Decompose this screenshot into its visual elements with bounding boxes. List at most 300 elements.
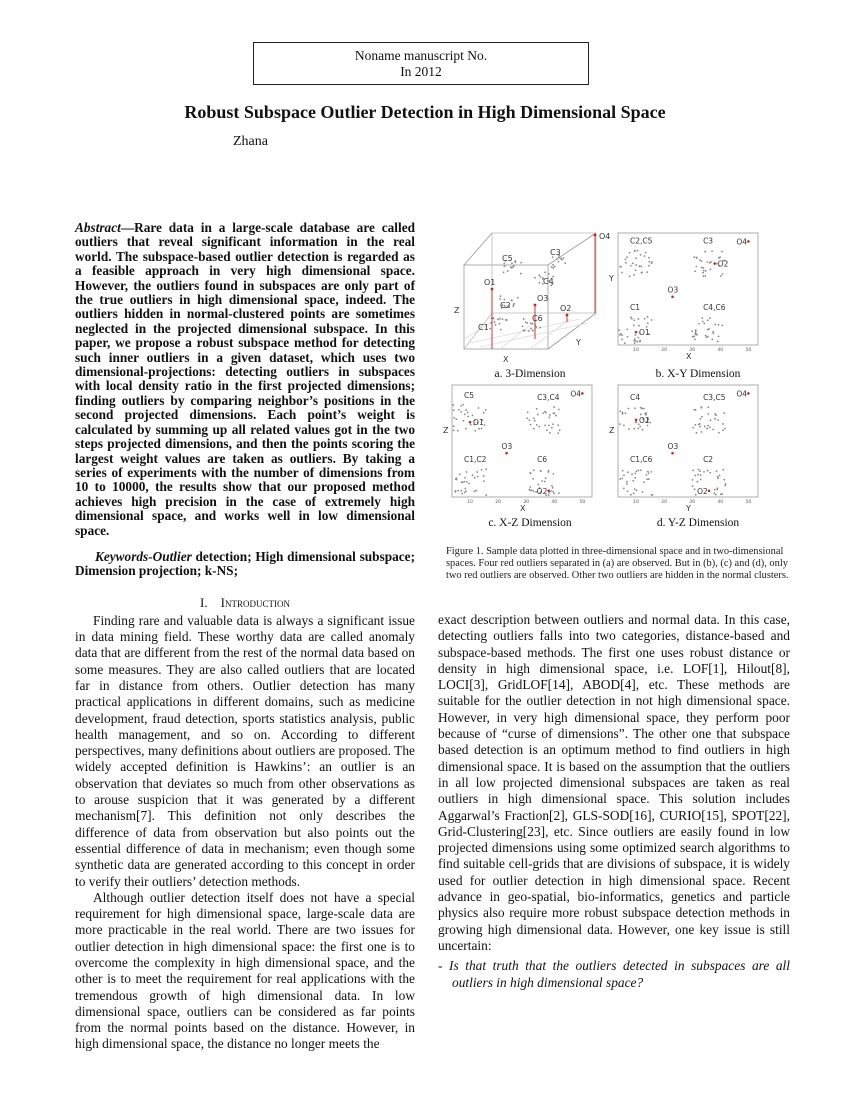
data-point [633, 428, 635, 430]
data-point [702, 275, 704, 277]
abstract [75, 221, 415, 538]
data-point [640, 469, 642, 471]
data-point [499, 323, 501, 325]
data-point [533, 490, 535, 492]
data-point [697, 474, 699, 476]
data-point [717, 341, 719, 343]
data-point [453, 430, 455, 432]
data-point [625, 262, 627, 264]
data-point [466, 481, 468, 483]
data-point [619, 423, 621, 425]
data-point [621, 272, 623, 274]
research-question: - Is that truth that the outliers detected in subspaces are all outliers in high dimensional space? [438, 958, 790, 990]
data-point [537, 484, 539, 486]
data-point [701, 267, 703, 269]
data-point [644, 318, 646, 320]
x-tick-label: 50 [745, 500, 752, 505]
data-point [530, 424, 532, 426]
data-point [495, 324, 497, 326]
data-point [531, 489, 533, 491]
outlier-point [747, 240, 750, 243]
y-axis-label: Z [443, 426, 449, 435]
data-point [714, 418, 716, 420]
cluster-label: C4 [630, 393, 641, 403]
x-axis-label: X [686, 352, 692, 361]
cluster-label: C5 [464, 390, 475, 400]
data-point [453, 409, 455, 411]
data-point [707, 319, 709, 321]
data-point [532, 323, 534, 325]
outlier-point [581, 392, 584, 395]
data-point [619, 266, 621, 268]
data-point [699, 418, 701, 420]
data-point [502, 318, 504, 320]
data-point [705, 270, 707, 272]
x-tick-label: 50 [745, 348, 752, 353]
data-point [455, 418, 457, 420]
data-point [705, 336, 707, 338]
data-point [453, 425, 455, 427]
y-axis-label: Z [609, 426, 615, 435]
data-point [544, 411, 546, 413]
manuscript-number: Noname manuscript No. [354, 48, 488, 63]
data-point [500, 295, 502, 297]
right-column [438, 612, 790, 991]
data-point [468, 483, 470, 485]
data-point [701, 406, 703, 408]
data-point [520, 273, 522, 275]
data-point [547, 471, 549, 473]
data-point [529, 486, 531, 488]
panel-3d-points [489, 234, 596, 349]
data-point [634, 488, 636, 490]
outlier-point [635, 419, 638, 422]
outlier-point [469, 421, 472, 424]
data-point [505, 319, 507, 321]
section-title: Introduction [220, 594, 290, 610]
left-column [75, 613, 415, 1053]
outlier-point [671, 452, 674, 455]
x-tick-label: 50 [579, 500, 586, 505]
data-point [481, 428, 483, 430]
outlier-point [713, 262, 716, 265]
data-point [472, 474, 474, 476]
data-point [530, 473, 532, 475]
data-point [642, 429, 644, 431]
data-point [722, 469, 724, 471]
data-point [526, 417, 528, 419]
data-point [704, 251, 706, 253]
data-point [635, 340, 637, 342]
data-point [691, 330, 693, 332]
data-point [544, 425, 546, 427]
data-point [464, 477, 466, 479]
data-point [628, 408, 630, 410]
data-point [691, 479, 693, 481]
data-point [711, 339, 713, 341]
data-point [638, 469, 640, 471]
data-point [693, 256, 695, 258]
data-point [698, 323, 700, 325]
data-point [464, 488, 466, 490]
keywords [75, 550, 415, 579]
data-point [623, 487, 625, 489]
data-point [716, 470, 718, 472]
data-point [631, 318, 633, 320]
data-point [548, 273, 550, 275]
data-point [540, 276, 542, 278]
data-point [489, 328, 491, 330]
data-point [704, 275, 706, 277]
data-point [618, 329, 620, 331]
data-point [707, 406, 709, 408]
x-tick-label: 30 [523, 500, 530, 505]
data-point [511, 300, 513, 302]
data-point [453, 417, 455, 419]
data-point [707, 470, 709, 472]
data-point [552, 487, 554, 489]
data-point [619, 334, 621, 336]
data-point [703, 270, 705, 272]
data-point [723, 479, 725, 481]
data-point [455, 491, 457, 493]
data-point [533, 469, 535, 471]
data-point [546, 429, 548, 431]
data-point [548, 494, 550, 496]
data-point [552, 423, 554, 425]
data-point [558, 492, 560, 494]
data-point [633, 274, 635, 276]
outlier-label: O4 [736, 389, 748, 399]
data-point [703, 267, 705, 269]
x-tick-label: 20 [495, 500, 501, 505]
data-point [707, 329, 709, 331]
data-point [499, 298, 501, 300]
figure-caption: Figure 1. Sample data plotted in three-dimensional space and in two-dimensional spaces. Four red outliers separated in (a) are observed. But in (b), (c) and (d), only two red outliers are observed. Other two outliers are hidden in the normal clusters. [446, 546, 789, 582]
data-point [483, 412, 485, 414]
data-point [553, 267, 555, 269]
label-o2: O2 [560, 304, 572, 313]
data-point [635, 269, 637, 271]
data-point [504, 265, 506, 267]
data-point [466, 471, 468, 473]
cluster-label: C4,C6 [703, 303, 726, 313]
label-c2: C2 [500, 301, 511, 310]
data-point [634, 342, 636, 344]
data-point [517, 297, 519, 299]
data-point [530, 327, 532, 329]
cluster-label: C1 [630, 303, 641, 313]
data-point [551, 485, 553, 487]
data-point [499, 318, 501, 320]
abstract-text: —Rare data in a large-scale database are called outliers that reveal significant information in the real world. The subspace-based outlier detection is regarded as a feasible approach in very high dimensional space. However, the outliers found in subspaces are only part of the true outliers in high dimensional space, indeed. The outliers hidden in normal-clustered points are sometimes neglected in the projected dimensional subspace. In this paper, we propose a robust subspace method for detecting such inner outliers in a given dataset, which uses two dimensional-projections: detecting outliers in subspaces with local density ratio in the first projected dimensions; finding outliers by comparing neighbor’s positions in the second projected dimensions. Each point’s weight is calculated by summing up all related values got in the two steps projected dimensions, and then the points scoring the largest weight values are taken as outliers. By taking a series of experiments with the number of dimensions from 10 to 10000, the results show that our proposed method achieves high precision in the case of extremely high dimensional space, and works well in low dimensional space. [75, 220, 415, 538]
data-point [700, 474, 702, 476]
data-point [646, 271, 648, 273]
data-point [503, 271, 505, 273]
data-point [698, 469, 700, 471]
data-point [467, 412, 469, 414]
x-tick-label: 10 [633, 500, 639, 505]
data-point [717, 419, 719, 421]
data-point [695, 409, 697, 411]
data-point [711, 250, 713, 252]
data-point [694, 475, 696, 477]
data-point [718, 432, 720, 434]
x-tick-label: 20 [661, 500, 667, 505]
data-point [557, 261, 559, 263]
data-point [700, 479, 702, 481]
data-point [699, 470, 701, 472]
data-point [462, 404, 464, 406]
data-point [702, 321, 704, 323]
data-point [621, 478, 623, 480]
outlier-label: O3 [667, 442, 679, 452]
outlier-label: O1 [639, 328, 650, 338]
label-c1: C1 [478, 323, 489, 332]
data-point [510, 266, 512, 268]
paragraph: exact description between outliers and normal data. In this case, detecting outliers falls into two categories, distance-based and subspace-based methods. The first one uses robust distance or density in high dimensional space, i.e. LOF[1], Hilout[8], LOCI[3], GridLOF[14], ABOD[4], etc. These methods are suitable for the outlier detection in not high dimensional space. However, in very high dimensional space, they perform poor because of “curse of dimensions”. The other one that subspace based detection is an optimum method to find outliers in high dimensional space. It is based on the assumption that the outliers in all low projected dimensional subspaces are taken as real outliers in high dimensional space. This solution includes Aggarwal’s Fraction[2], GLS-SOD[16], CURIO[15], SPOT[22], Grid-Clustering[23], etc. Since outliers are easily found in low projected dimensions using some optimized search algorithms to find suitable cell-grids that are divisions of subspace, it is widely used for outlier detection in high dimensional space. Recent advance in geo-spatial, bio-informatics, genetics and particle physics also require more robust subspace detection methods in growing high dimensional data. However, one key issue is still uncertain: [438, 612, 790, 953]
data-point [458, 409, 460, 411]
data-point [554, 265, 556, 267]
data-point [622, 470, 624, 472]
data-point [552, 264, 554, 266]
data-point [650, 471, 652, 473]
data-point [555, 415, 557, 417]
data-point [631, 473, 633, 475]
data-point [452, 404, 454, 406]
data-point [525, 321, 527, 323]
data-point [638, 325, 640, 327]
data-point [709, 262, 711, 264]
data-point [520, 262, 522, 264]
data-point [623, 424, 625, 426]
data-point [707, 336, 709, 338]
data-point [551, 427, 553, 429]
label-o3: O3 [537, 294, 549, 303]
x-axis-label: X [503, 355, 509, 364]
data-point [636, 470, 638, 472]
data-point [523, 318, 525, 320]
data-point [538, 274, 540, 276]
data-point [632, 262, 634, 264]
data-point [462, 420, 464, 422]
outlier-label: O4 [736, 237, 748, 247]
data-point [625, 412, 627, 414]
data-point [472, 414, 474, 416]
data-point [635, 421, 637, 423]
data-point [626, 483, 628, 485]
data-point [626, 256, 628, 258]
data-point [536, 424, 538, 426]
label-c3: C3 [550, 248, 561, 257]
data-point [542, 412, 544, 414]
data-point [695, 330, 697, 332]
x-axis-label: X [520, 504, 526, 513]
outlier-label: O3 [501, 442, 513, 452]
data-point [534, 277, 536, 279]
x-tick-label: 20 [661, 348, 667, 353]
data-point [476, 471, 478, 473]
data-point [623, 474, 625, 476]
data-point [544, 271, 546, 273]
data-point [548, 417, 550, 419]
data-point [552, 491, 554, 493]
data-point [646, 478, 648, 480]
data-point [464, 492, 466, 494]
label-c6: C6 [532, 314, 543, 323]
outlier-label: O3 [667, 285, 679, 295]
outlier-label: O1 [473, 418, 484, 428]
data-point [724, 428, 726, 430]
data-point [718, 336, 720, 338]
data-point [694, 270, 696, 272]
data-point [721, 324, 723, 326]
data-point [633, 325, 635, 327]
data-point [537, 414, 539, 416]
data-point [645, 252, 647, 254]
data-point [457, 490, 459, 492]
data-point [559, 429, 561, 431]
data-point [512, 305, 514, 307]
data-point [470, 424, 472, 426]
data-point [702, 272, 704, 274]
data-point [494, 321, 496, 323]
label-o4: O4 [599, 232, 611, 241]
data-point [474, 490, 476, 492]
data-point [464, 413, 466, 415]
x-tick-label: 10 [633, 348, 639, 353]
data-point [633, 319, 635, 321]
data-point [710, 419, 712, 421]
x-tick-label: 40 [551, 500, 558, 505]
data-point [621, 334, 623, 336]
data-point [460, 411, 462, 413]
data-point [627, 336, 629, 338]
data-point [544, 481, 546, 483]
data-point [539, 282, 541, 284]
data-point [635, 257, 637, 259]
label-c5: C5 [502, 254, 513, 263]
x-tick-label: 40 [717, 348, 724, 353]
data-point [696, 432, 698, 434]
data-point [484, 424, 486, 426]
data-point [699, 259, 701, 261]
data-point [709, 317, 711, 319]
manuscript-year: In 2012 [400, 64, 442, 79]
data-point [532, 330, 534, 332]
data-point [701, 416, 703, 418]
data-point [637, 427, 639, 429]
data-point [500, 329, 502, 331]
x-tick-label: 10 [467, 500, 473, 505]
data-point [630, 316, 632, 318]
outlier-point [594, 234, 597, 237]
data-point [634, 473, 636, 475]
data-point [698, 424, 700, 426]
data-point [645, 474, 647, 476]
outlier-point [708, 489, 711, 492]
y-axis-label: Y [609, 274, 614, 283]
label-o1: O1 [484, 278, 496, 287]
data-point [722, 273, 724, 275]
data-point [533, 428, 535, 430]
data-point [621, 339, 623, 341]
outlier-point [547, 489, 550, 492]
data-point [636, 489, 638, 491]
data-point [648, 478, 650, 480]
outlier-point [491, 288, 494, 291]
data-point [634, 338, 636, 340]
data-point [720, 275, 722, 277]
data-point [705, 335, 707, 337]
outlier-label: O2 [717, 259, 729, 269]
data-point [481, 469, 483, 471]
caption-a: a. 3-Dimension [494, 368, 566, 380]
data-point [701, 260, 703, 262]
z-axis-label: Z [454, 306, 460, 315]
data-point [703, 323, 705, 325]
panel-yz [609, 385, 758, 513]
panel-xy [608, 233, 758, 361]
x-tick-label: 30 [689, 500, 696, 505]
data-point [549, 414, 551, 416]
data-point [485, 468, 487, 470]
data-point [640, 254, 642, 256]
data-point [551, 266, 553, 268]
keywords-text: detection; High dimensional subspace; Dimension projection; k-NS; [75, 548, 415, 579]
data-point [638, 265, 640, 267]
cluster-label: C1,C2 [464, 455, 487, 465]
data-point [622, 412, 624, 414]
data-point [534, 420, 536, 422]
data-point [457, 430, 459, 432]
data-point [626, 481, 628, 483]
outlier-label: O2 [536, 486, 548, 496]
data-point [553, 413, 555, 415]
data-point [695, 424, 697, 426]
data-point [630, 494, 632, 496]
data-point [461, 481, 463, 483]
caption-d: d. Y-Z Dimension [656, 517, 740, 529]
x-axis-label: Y [686, 504, 691, 513]
data-point [695, 334, 697, 336]
data-point [563, 257, 565, 259]
data-point [717, 476, 719, 478]
outlier-point [534, 304, 537, 307]
data-point [641, 271, 643, 273]
data-point [627, 471, 629, 473]
data-point [485, 409, 487, 411]
data-point [474, 477, 476, 479]
data-point [694, 338, 696, 340]
data-point [633, 493, 635, 495]
data-point [528, 419, 530, 421]
data-point [463, 481, 465, 483]
data-point [713, 332, 715, 334]
data-point [637, 341, 639, 343]
outlier-point [505, 452, 508, 455]
data-point [696, 481, 698, 483]
data-point [549, 432, 551, 434]
data-point [707, 261, 709, 263]
cluster-label: C3,C5 [703, 393, 726, 403]
data-point [707, 425, 709, 427]
data-point [477, 407, 479, 409]
data-point [724, 485, 726, 487]
data-point [692, 485, 694, 487]
data-point [553, 406, 555, 408]
data-point [550, 490, 552, 492]
